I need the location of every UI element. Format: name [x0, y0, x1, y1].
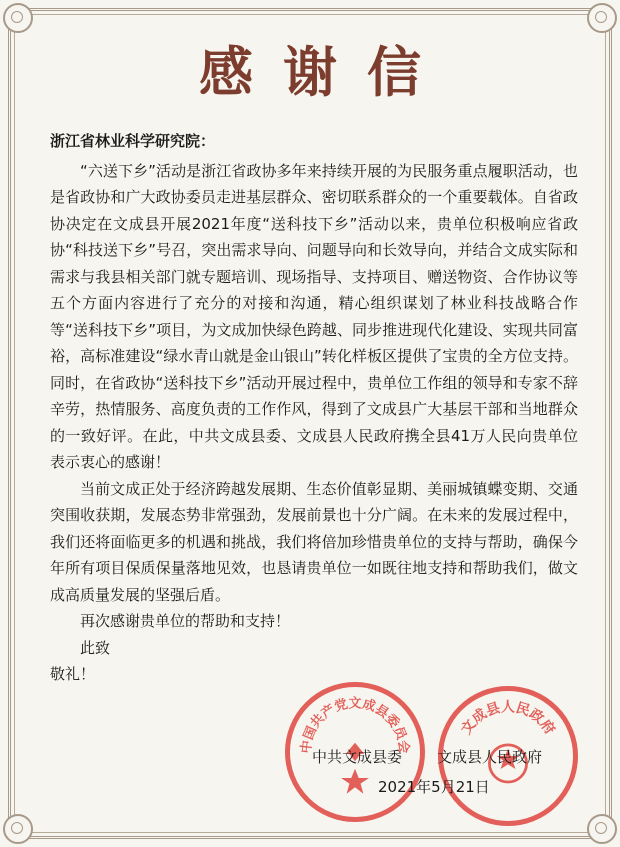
seal-text-1: 中国共产党文成县委员会 [299, 696, 411, 755]
closing-line-2: 敬礼！ [50, 665, 96, 683]
letter-date: 2021年5月21日 [378, 778, 490, 796]
paragraph-1: “六送下乡”活动是浙江省政协多年来持续开展的为民服务重点履职活动，也是省政协和广大政协委员走进基层群众、密切联系群众的一个重要载体。自省政协决定在文成县开展2021年度“送科技下乡”活动以来，贵单位积极响应省政协“科技送下乡”号召，突出需求导向、问题导向和长效导向，并结合文成实际和需求与我县相关部门就专题培训、现场指导、支持项目、赠送物资、合作协议等五个方面内容进行了充分的对接和沟通，精心组织谋划了林业科技战略合作等“送科技下乡”项目，为文成加快绿色跨越、同步推进现代化建设、实现共同富裕，高标准建设“绿水青山就是金山银山”转化样板区提供了宝贵的全方位支持。同时，在省政协“送科技下乡”活动开展过程中，贵单位工作组的领导和专家不辞辛劳，热情服务、高度负责的工作作风，得到了文成县广大基层干部和当地群众的一致好评。在此，中共文成县委、文成县人民政府携全县41万人民向贵单位表示衷心的感谢！ [50, 161, 578, 471]
closing-line-1: 此致 [80, 638, 111, 657]
salutation: 浙江省林业科学研究院： [50, 132, 216, 150]
svg-text:文成县人民政府 [457, 699, 558, 737]
paragraph-3: 再次感谢贵单位的帮助和支持！ [80, 612, 291, 630]
corner-ornament-icon [587, 3, 617, 33]
letter-body [50, 128, 578, 688]
corner-ornament-icon [3, 3, 33, 33]
signer-government: 文成县人民政府 [437, 748, 543, 766]
letter-title: 感谢信 [199, 40, 451, 104]
seal-text-2: 文成县人民政府 [458, 699, 558, 738]
paragraph-2: 当前文成正处于经济跨越发展期、生态价值彰显期、美丽城镇蝶变期、交通突围收获期，发展态势非常强劲，发展前景也十分广阔。在未来的发展过程中，我们还将面临更多的机遇和挑战，我们将倍加珍惜贵单位的支持与帮助，确保今年所有项目保质保量落地见效，也恳请贵单位一如既往地支持和帮助我们，做文成高质量发展的坚强后盾。 [50, 479, 578, 604]
signature-area [0, 690, 620, 820]
signer-party-committee: 中共文成县委 [312, 748, 403, 766]
